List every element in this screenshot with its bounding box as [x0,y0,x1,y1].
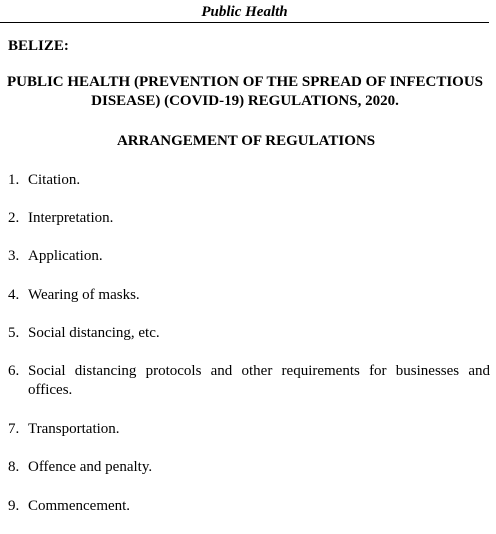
regulation-number: 5. [8,325,20,341]
regulation-item-6 [8,362,490,400]
regulation-item-4 [8,286,490,305]
regulation-item-7 [8,420,490,439]
regulation-item-3 [8,247,490,266]
regulations-title: PUBLIC HEALTH (PREVENTION OF THE SPREAD OF INFECTIOUS DISEASE) (COVID-19) REGULATIONS, 2020. [6,74,484,109]
regulation-text: Offence and penalty. [28,459,153,475]
regulation-number: 6. [8,363,20,379]
regulation-number: 1. [8,172,20,188]
regulation-text: Social distancing protocols and other requirements for businesses and offices. [28,363,490,398]
regulation-text: Commencement. [28,498,131,514]
regulation-item-1 [8,171,490,190]
regulation-number: 4. [8,287,20,303]
regulation-item-9 [8,497,490,516]
regulation-number: 8. [8,459,20,475]
regulation-text: Citation. [28,172,81,188]
regulation-text: Interpretation. [28,210,114,226]
regulation-item-5 [8,324,490,343]
regulation-number: 2. [8,210,20,226]
running-header-title: Public Health [201,4,288,20]
regulation-item-8 [8,458,490,477]
regulation-text: Application. [28,248,103,264]
regulation-text: Transportation. [28,421,120,437]
regulation-number: 3. [8,248,20,264]
regulation-item-2 [8,209,490,228]
regulation-text: Social distancing, etc. [28,325,160,341]
arrangement-heading: ARRANGEMENT OF REGULATIONS [116,133,376,149]
regulation-text: Wearing of masks. [28,287,140,303]
regulation-number: 7. [8,421,20,437]
regulation-number: 9. [8,498,20,514]
country-heading: BELIZE: [8,38,69,54]
header-rule [0,22,489,23]
